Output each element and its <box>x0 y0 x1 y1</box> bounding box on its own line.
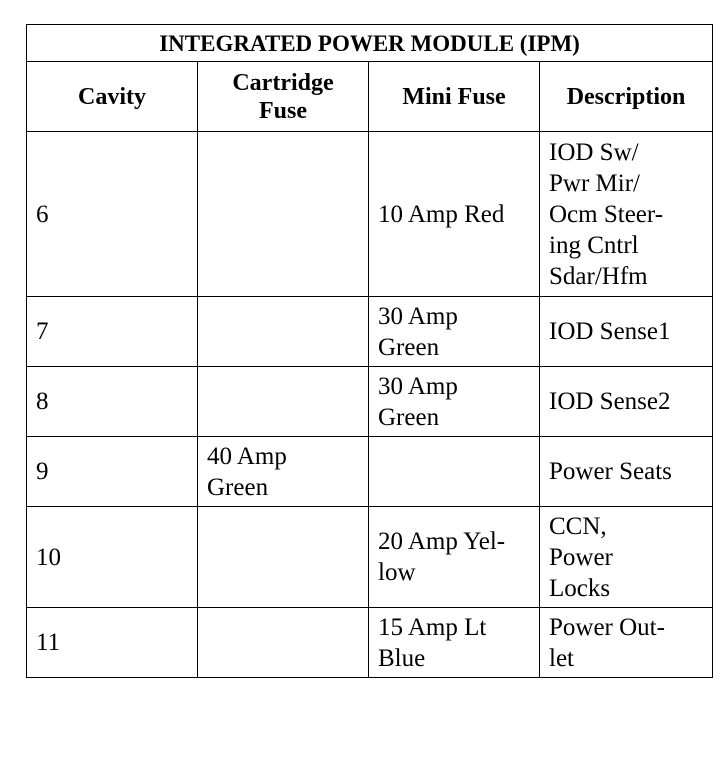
description-line: Ocm Steer- <box>549 200 664 228</box>
header-cavity <box>27 62 198 132</box>
description-cell <box>540 507 713 608</box>
mini-fuse-cell <box>369 132 540 297</box>
table-row <box>27 297 713 367</box>
mini-fuse-cell <box>369 297 540 367</box>
description-cell <box>540 608 713 678</box>
header-mini-fuse-label: Mini Fuse <box>402 83 506 110</box>
table-title: INTEGRATED POWER MODULE (IPM) <box>27 25 713 62</box>
mini-fuse-line: Green <box>378 333 440 361</box>
table-row <box>27 608 713 678</box>
table-header-row <box>27 62 713 132</box>
table-row <box>27 437 713 507</box>
cartridge-fuse-cell <box>198 507 369 608</box>
description-line: IOD Sense1 <box>549 318 671 345</box>
cavity-cell: 6 <box>27 132 198 297</box>
description-line: Power Seats <box>549 458 672 485</box>
description-cell <box>540 367 713 437</box>
description-line: let <box>549 644 574 672</box>
cartridge-fuse-cell <box>198 367 369 437</box>
mini-fuse-cell <box>369 608 540 678</box>
cavity-cell: 10 <box>27 507 198 608</box>
description-line: CCN, <box>549 512 607 540</box>
mini-fuse-line: low <box>378 559 416 586</box>
description-line: Locks <box>549 574 611 602</box>
cartridge-fuse-cell <box>198 297 369 367</box>
header-description-label: Description <box>566 83 686 110</box>
mini-fuse-cell <box>369 367 540 437</box>
table-row <box>27 132 713 297</box>
mini-fuse-line: Green <box>378 403 440 431</box>
description-line: IOD Sw/ <box>549 138 639 166</box>
description-line: Sdar/Hfm <box>549 262 648 290</box>
header-cartridge-label-line2: Fuse <box>259 97 307 124</box>
description-line: Power Out- <box>549 613 665 641</box>
cavity-cell: 8 <box>27 367 198 437</box>
description-line: IOD Sense2 <box>549 388 671 415</box>
cartridge-fuse-cell <box>198 437 369 507</box>
table-row <box>27 367 713 437</box>
header-mini-fuse <box>369 62 540 132</box>
mini-fuse-line: 20 Amp Yel- <box>378 528 506 555</box>
mini-fuse-line: 30 Amp <box>378 302 458 330</box>
ipm-fuse-table <box>26 24 713 678</box>
mini-fuse-line: Blue <box>378 644 426 672</box>
description-cell <box>540 132 713 297</box>
cartridge-fuse-line: Green <box>207 473 269 501</box>
description-line: ing Cntrl <box>549 231 639 259</box>
mini-fuse-line: 30 Amp <box>378 372 458 400</box>
mini-fuse-cell <box>369 507 540 608</box>
mini-fuse-line: 10 Amp Red <box>378 200 505 228</box>
cavity-cell: 11 <box>27 608 198 678</box>
mini-fuse-line: 15 Amp Lt <box>378 613 487 641</box>
description-cell <box>540 437 713 507</box>
header-description <box>540 62 713 132</box>
mini-fuse-cell <box>369 437 540 507</box>
cavity-cell: 7 <box>27 297 198 367</box>
cartridge-fuse-line: 40 Amp <box>207 442 287 470</box>
description-line: Pwr Mir/ <box>549 169 640 197</box>
header-cartridge-label-line1: Cartridge <box>232 69 334 96</box>
header-cavity-label: Cavity <box>78 83 146 110</box>
cartridge-fuse-cell <box>198 132 369 297</box>
table-row <box>27 507 713 608</box>
cavity-cell: 9 <box>27 437 198 507</box>
header-cartridge-fuse <box>198 62 369 132</box>
cartridge-fuse-cell <box>198 608 369 678</box>
table-title-row <box>27 25 713 62</box>
description-cell <box>540 297 713 367</box>
description-line: Power <box>549 543 613 571</box>
